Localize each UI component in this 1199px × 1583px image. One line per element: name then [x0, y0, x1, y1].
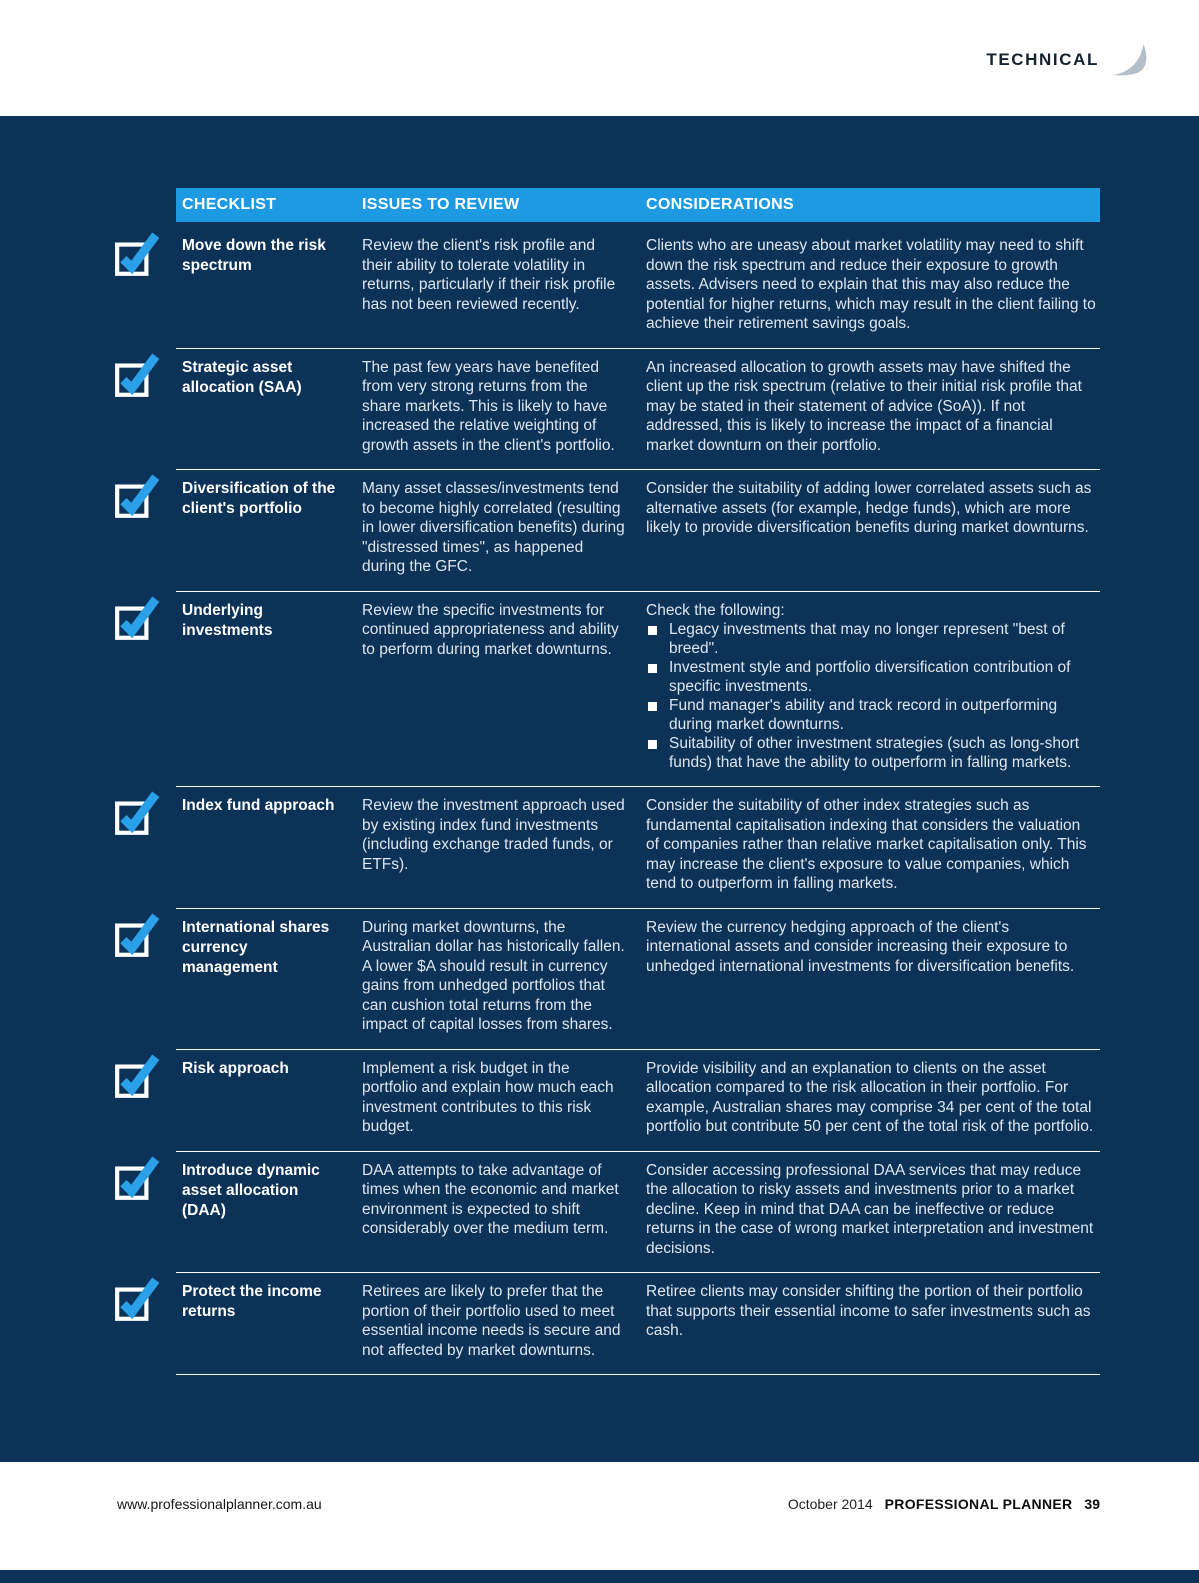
checkbox-checked-icon [113, 231, 161, 279]
checkbox-checked-icon [113, 595, 161, 643]
top-band [0, 0, 1199, 116]
table-bottom-rule [176, 1374, 1100, 1375]
section-label: TECHNICAL [986, 50, 1099, 69]
checklist-item-title: Protect the income returns [176, 1272, 362, 1374]
considerations-text: Review the currency hedging approach of the client's international assets and consider increasing their exposure to unhedged international investments for diversification benefits. [646, 908, 1100, 1049]
table-header-row [113, 188, 1100, 222]
issues-to-review-text: DAA attempts to take advantage of times when the economic and market environment is expected to shift considerably over the medium term. [362, 1151, 646, 1273]
checkbox-checked-icon [113, 1155, 161, 1203]
checkbox-cell [113, 469, 176, 591]
checklist-item-title: Index fund approach [176, 786, 362, 908]
checkbox-checked-icon [113, 790, 161, 838]
column-header-considerations: CONSIDERATIONS [646, 188, 1100, 222]
table-row [113, 1049, 1100, 1151]
bullet-item: Legacy investments that may no longer represent "best of breed". [646, 621, 1096, 658]
checkbox-cell [113, 1272, 176, 1374]
issues-to-review-text: Review the specific investments for continued appropriateness and ability to perform during market downturns. [362, 591, 646, 787]
footer-right [788, 1496, 1100, 1512]
checklist-item-title: Underlying investments [176, 591, 362, 787]
bullet-item: Fund manager's ability and track record in outperforming during market downturns. [646, 697, 1096, 734]
checkbox-cell [113, 908, 176, 1049]
checklist-item-title: Strategic asset allocation (SAA) [176, 348, 362, 470]
checkbox-cell [113, 786, 176, 908]
considerations-text: Retiree clients may consider shifting the portion of their portfolio that supports their essential income to safer investments such as cash. [646, 1272, 1100, 1374]
checkbox-cell [113, 1049, 176, 1151]
checklist-item-title: Diversification of the client's portfolio [176, 469, 362, 591]
considerations-lead: Check the following: [646, 601, 785, 619]
footer-website: www.professionalplanner.com.au [117, 1496, 322, 1512]
checkbox-cell [113, 227, 176, 348]
table-row [113, 908, 1100, 1049]
issues-to-review-text: Review the investment approach used by existing index fund investments (including exchange traded funds, or ETFs). [362, 786, 646, 908]
checkbox-checked-icon [113, 473, 161, 521]
considerations-bullet-list [646, 621, 1096, 772]
checkbox-cell [113, 591, 176, 787]
footer-issue-date: October 2014 [787, 1496, 873, 1512]
checklist-item-title: International shares currency management [176, 908, 362, 1049]
checklist-item-title: Introduce dynamic asset allocation (DAA) [176, 1151, 362, 1273]
issues-to-review-text: Many asset classes/investments tend to become highly correlated (resulting in lower diversification benefits) during "distressed times", as happened during the GFC. [362, 469, 646, 591]
checklist-item-title: Move down the risk spectrum [182, 237, 326, 274]
considerations-text: Clients who are uneasy about market volatility may need to shift down the risk spectrum and reduce their exposure to growth assets. Advisers need to explain that this may also reduce the potential for higher returns, which may result in the client failing to achieve their retirement savings goals. [646, 237, 1096, 332]
issues-to-review-text: Retirees are likely to prefer that the portion of their portfolio used to meet essential income needs is secure and not affected by market downturns. [362, 1272, 646, 1374]
header-spacer [113, 188, 176, 222]
issues-to-review-text: The past few years have benefited from very strong returns from the share markets. This is likely to have increased the relative weighting of growth assets in the client's portfolio. [362, 348, 646, 470]
considerations-text: Consider accessing professional DAA services that may reduce the allocation to risky assets and investments prior to a market decline. Keep in mind that DAA can be ineffective or reduce returns in the case of wrong market interpretation and investment decisions. [646, 1151, 1100, 1273]
bullet-item: Investment style and portfolio diversification contribution of specific investments. [646, 659, 1096, 696]
checkbox-cell [113, 1151, 176, 1273]
section-header [986, 44, 1148, 76]
footer-page-number: 39 [1084, 1496, 1100, 1512]
table-row [113, 591, 1100, 787]
bottom-strip [0, 1570, 1199, 1583]
considerations-text [646, 591, 1100, 787]
column-header-checklist: CHECKLIST [176, 188, 362, 222]
checklist-table [113, 188, 1100, 1375]
checkbox-checked-icon [113, 912, 161, 960]
table-row [113, 227, 1100, 348]
footer-magazine-title: PROFESSIONAL PLANNER [884, 1496, 1073, 1512]
table-row [113, 786, 1100, 908]
considerations-text: Consider the suitability of other index strategies such as fundamental capitalisation indexing that considers the valuation of companies rather than relative market capitalisation only. This may increase the client's exposure to value companies, which tend to outperform in falling markets. [646, 786, 1100, 908]
checkbox-cell [113, 348, 176, 470]
table-row [113, 348, 1100, 470]
column-header-issues: ISSUES TO REVIEW [362, 188, 646, 222]
considerations-text: An increased allocation to growth assets may have shifted the client up the risk spectrum (relative to their initial risk profile that may be stated in their statement of advice (SoA)). If not addressed, this is likely to increase the impact of a financial market downturn on their portfolio. [646, 348, 1100, 470]
bullet-item: Suitability of other investment strategies (such as long-short funds) that have the ability to outperform in falling markets. [646, 735, 1096, 772]
checkbox-checked-icon [113, 352, 161, 400]
table-row [113, 1151, 1100, 1273]
considerations-text: Provide visibility and an explanation to clients on the asset allocation compared to the risk allocation in their portfolio. For example, Australian shares may comprise 34 per cent of the total portfolio but contribute 50 per cent of the total risk of the portfolio. [646, 1049, 1100, 1151]
issues-to-review-text: Review the client's risk profile and their ability to tolerate volatility in returns, particularly if their risk profile has not been reviewed recently. [362, 237, 616, 313]
considerations-text: Consider the suitability of adding lower correlated assets such as alternative assets (for example, hedge funds), which are more likely to provide diversification benefits during market downturns. [646, 469, 1100, 591]
swoosh-icon [1112, 44, 1148, 76]
checklist-item-title: Risk approach [176, 1049, 362, 1151]
checkbox-checked-icon [113, 1276, 161, 1324]
page-footer [117, 1496, 1100, 1512]
table-row [113, 1272, 1100, 1374]
checkbox-checked-icon [113, 1053, 161, 1101]
table-body [113, 227, 1100, 1374]
table-row [113, 469, 1100, 591]
issues-to-review-text: Implement a risk budget in the portfolio and explain how much each investment contributes to this risk budget. [362, 1049, 646, 1151]
issues-to-review-text: During market downturns, the Australian dollar has historically fallen. A lower $A should result in currency gains from unhedged portfolios that can cushion total returns from the impact of capital losses from shares. [362, 908, 646, 1049]
